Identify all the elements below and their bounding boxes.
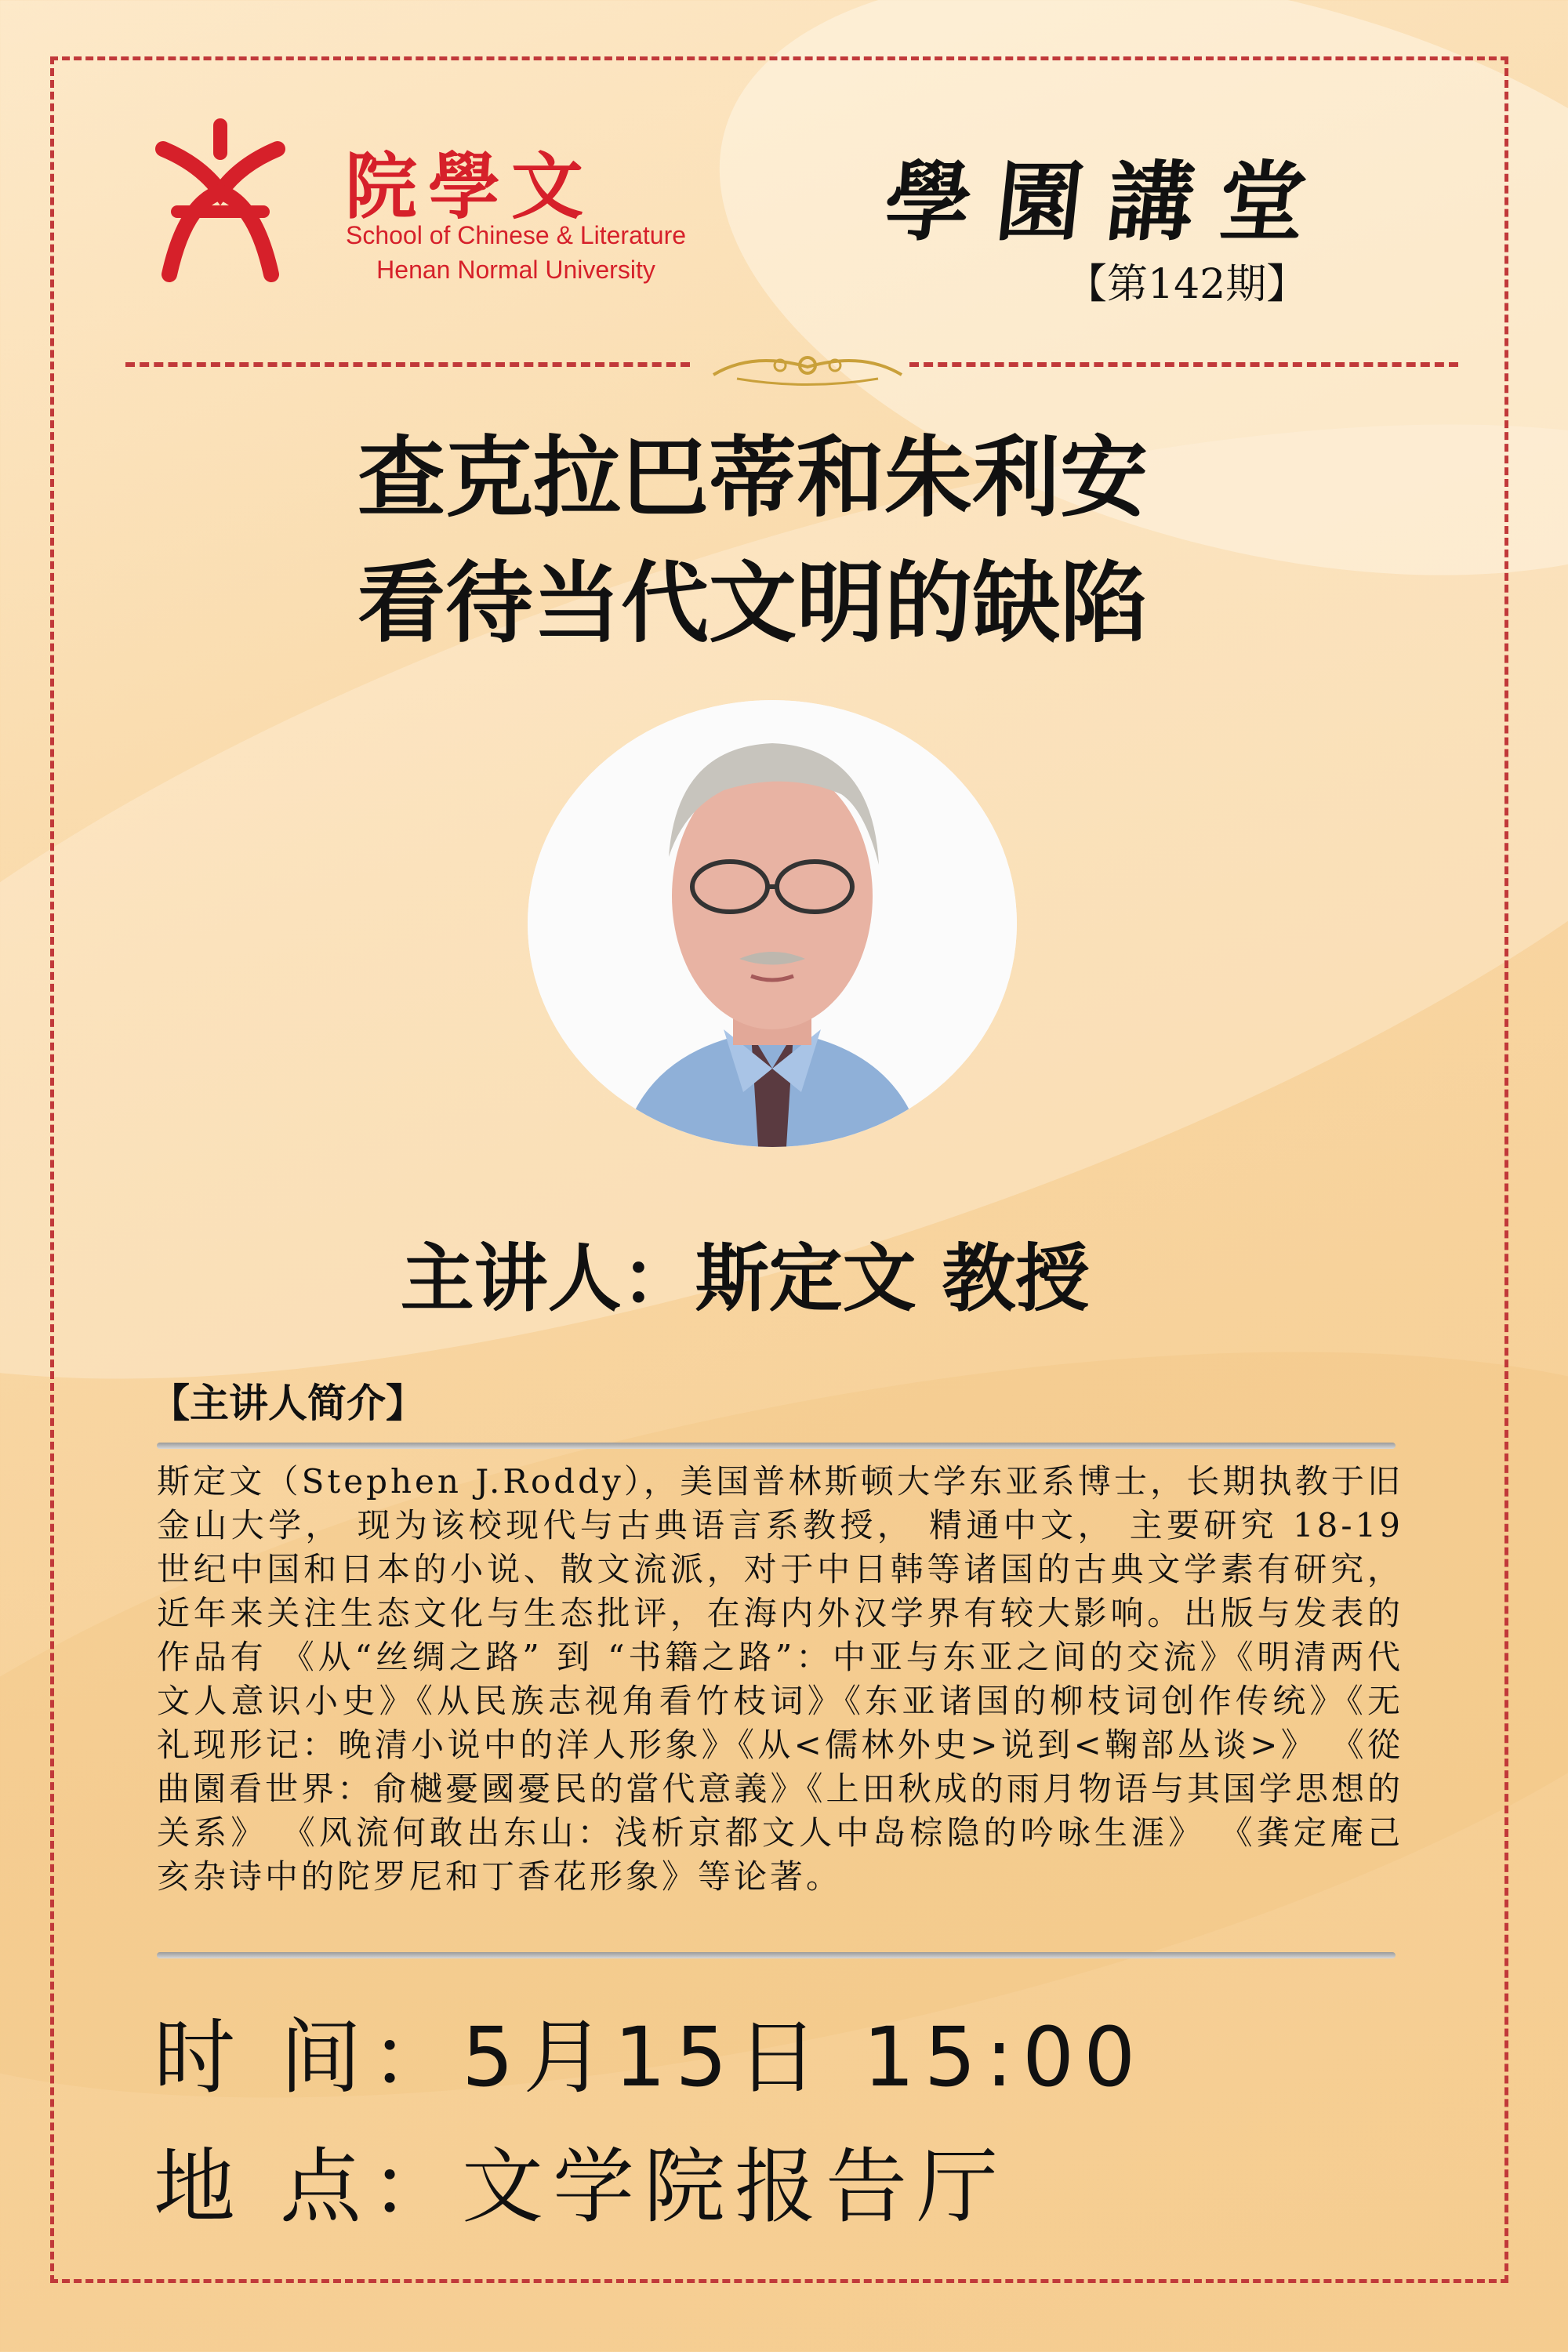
school-logo-icon [154, 118, 287, 282]
speaker-bio: 斯定文（Stephen J.Roddy），美国普林斯顿大学东亚系博士，长期执教于旧金山大学， 现为该校现代与古典语言系教授， 精通中文， 主要研究 18-19世纪中国和日本的小说、散文流派，对于中日韩等诸国的古典文学素有研究，近年来关注生态文化与生态批评，在海内外汉学界有较大影响。出版与发表的作品有 《从“丝绸之路” 到 “书籍之路”：中亚与东亚之间的交流》《明清两代文人意识小史》《从民族志视角看竹枝词》《东亚诸国的柳枝词创作传统》《无礼现形记：晚清小说中的洋人形象》《从<儒林外史>说到<鞠部丛谈>》 《從曲園看世界：俞樾憂國憂民的當代意義》《上田秋成的雨月物语与其国学思想的关系》 《风流何敢出东山：浅析京都文人中岛棕隐的吟咏生涯》 《龚定庵己亥杂诗中的陀罗尼和丁香花形象》等论著。 [157, 1462, 1404, 1896]
issue-number: 【第142期】 [1066, 261, 1308, 308]
speaker-name: 主讲人：斯定文 教授 [400, 1236, 1090, 1322]
intro-label: 【主讲人简介】 [151, 1381, 425, 1426]
event-time: 时 间：5月15日 15:00 [154, 2009, 1145, 2105]
lecture-title [0, 416, 1537, 666]
logo-english-line2: Henan Normal University [376, 256, 655, 284]
logo-english-name [320, 218, 712, 287]
logo-chinese-name: 院學文 [345, 144, 595, 229]
series-title: 學園講堂 [880, 151, 1336, 252]
event-place: 地 点：文学院报告厅 [154, 2139, 1008, 2234]
logo-english-line1: School of Chinese & Literature [345, 221, 687, 249]
divider-left [125, 362, 690, 367]
speaker-portrait [528, 700, 1017, 1147]
divider-right [909, 362, 1458, 367]
rule-bottom [157, 1952, 1396, 1958]
ornament-icon [706, 343, 909, 390]
rule-top [157, 1443, 1396, 1449]
lecture-title-line2: 看待当代文明的缺陷 [358, 553, 1148, 655]
dashed-frame [50, 56, 1508, 2283]
lecture-title-line1: 查克拉巴蒂和朱利安 [358, 427, 1148, 529]
